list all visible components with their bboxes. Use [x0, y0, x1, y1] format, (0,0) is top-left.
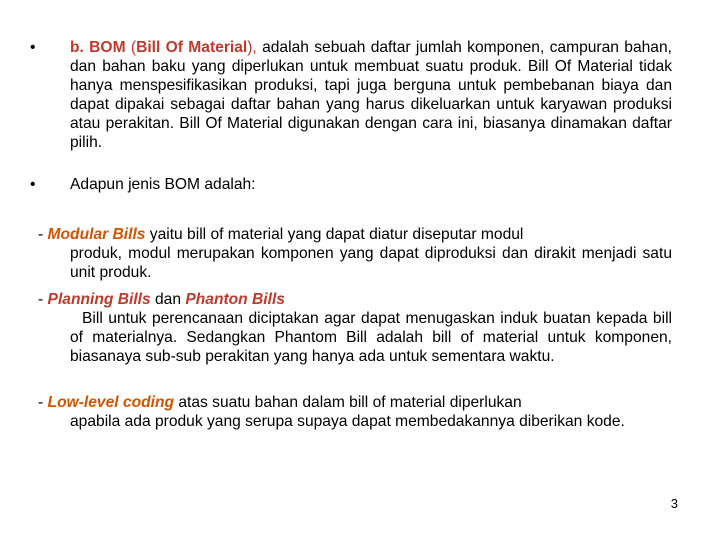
bom-definition-text: [70, 38, 672, 152]
modular-bills-text-rest: produk, modul merupakan komponen yang dapat diproduksi dan dirakit menjadi satu unit produk.: [70, 245, 672, 281]
bom-definition-bullet: [30, 38, 672, 152]
low-level-coding-lead: [38, 393, 672, 412]
bom-label: b. BOM: [70, 39, 126, 56]
planning-bills-text: Bill untuk perencanaan diciptakan agar dapat menugaskan induk buatan kepada bill of materialnya. Sedangkan Phantom Bill adalah bill of material untuk komponen, biasanaya sub-sub perakitan yang hanya ada untuk sementara waktu.: [70, 310, 672, 365]
modular-bills-term: Modular Bills: [47, 226, 146, 243]
bullet-marker: •: [30, 176, 36, 193]
planning-bills-item: [38, 290, 672, 366]
dash-marker: -: [38, 394, 44, 411]
bom-term: Bill Of Material: [136, 39, 248, 56]
planning-bills-conj: dan: [150, 291, 186, 308]
low-level-coding-term: Low-level coding: [47, 394, 175, 411]
modular-bills-text-first: yaitu bill of material yang dapat diatur diseputar modul: [145, 226, 524, 243]
dash-marker: -: [38, 226, 44, 243]
low-level-coding-text-rest: apabila ada produk yang serupa supaya dapat membedakannya diberikan kode.: [70, 413, 625, 430]
bom-paren-open: (: [125, 39, 137, 56]
dash-marker: -: [38, 291, 44, 308]
bullet-marker: •: [30, 39, 36, 56]
modular-bills-item: [38, 225, 672, 282]
bom-types-heading: Adapun jenis BOM adalah:: [70, 176, 256, 193]
phanton-bills-term: Phanton Bills: [185, 291, 285, 308]
modular-bills-lead: [38, 225, 672, 244]
bom-types-bullet: [30, 175, 672, 194]
bom-paren-close: ),: [247, 39, 257, 56]
low-level-coding-item: [38, 393, 672, 431]
planning-bills-lead: [38, 290, 672, 309]
low-level-coding-text-first: atas suatu bahan dalam bill of material diperlukan: [174, 394, 522, 411]
planning-bills-term: Planning Bills: [47, 291, 151, 308]
bom-description: adalah sebuah daftar jumlah komponen, campuran bahan, dan bahan baku yang diperlukan untuk membuat suatu produk. Bill Of Material tidak hanya menspesifikasikan produksi, tapi juga berguna untuk pembebanan biaya dan dapat dipakai sebagai daftar bahan yang harus dikeluarkan untuk karyawan produksi atau perakitan. Bill Of Material digunakan dengan cara ini, biasanya dinamakan daftar pilih.: [70, 39, 672, 151]
page-number: 3: [670, 496, 678, 511]
